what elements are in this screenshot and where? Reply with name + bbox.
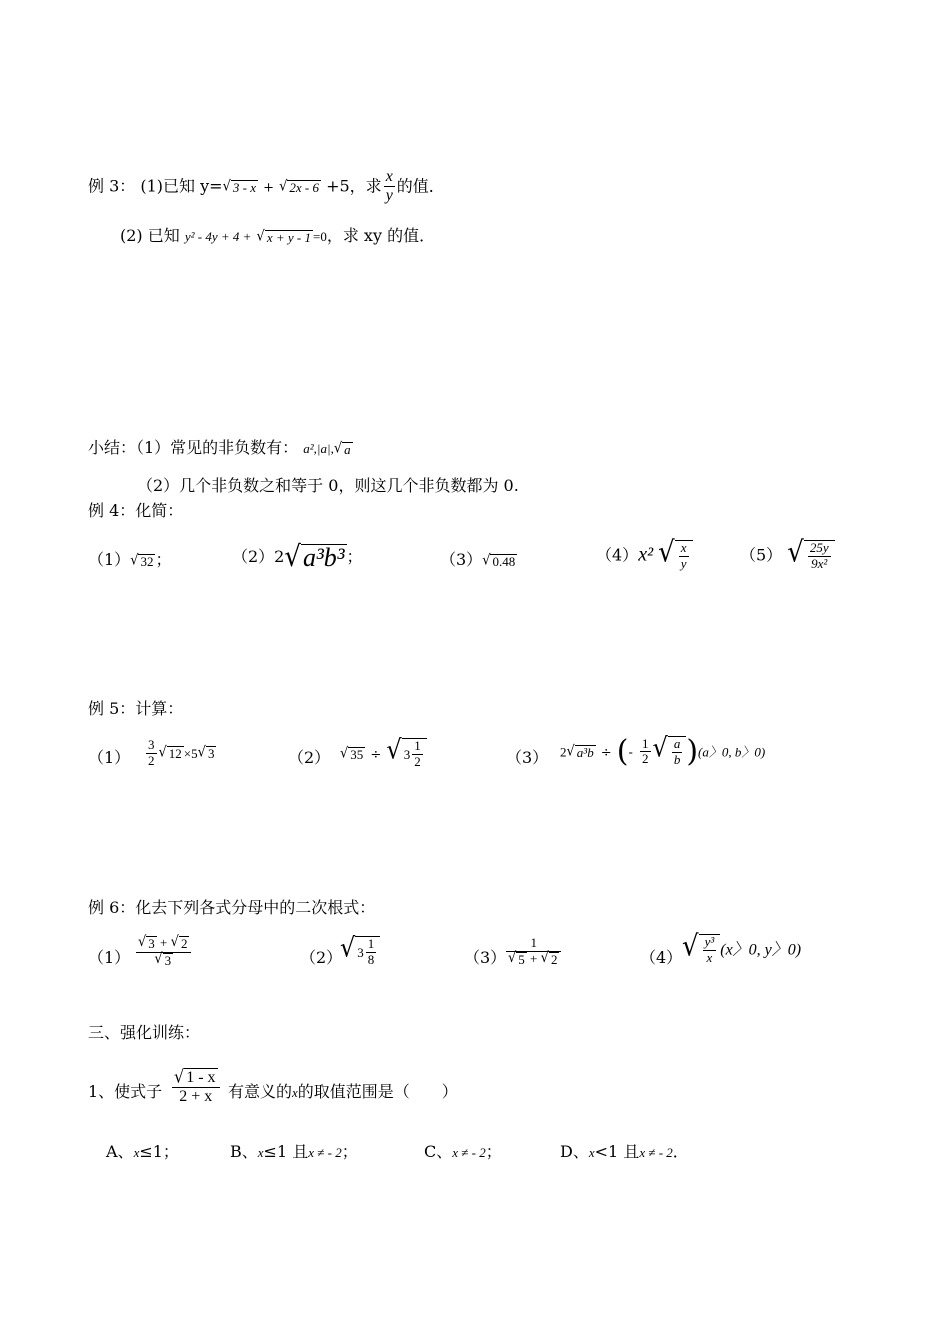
ex6-item-2-expr: √ 3 $\frac{1}{8}$ bbox=[340, 936, 380, 968]
example-3-part-2: (2) 已知 y² - 4y + 4 + √ x + y - 1 =0，求 xy 的值． bbox=[120, 226, 436, 245]
ex6-item-1-expr: √ 3 + √ 2 √ 3 bbox=[134, 936, 193, 969]
ex6-item-3: （3） bbox=[464, 948, 507, 967]
option-a[interactable]: A、x≤1； bbox=[106, 1142, 179, 1161]
ex5-item-2-expr: √ 35 ÷ √ 3 $\frac{1}{2}$ bbox=[340, 738, 427, 770]
option-b[interactable]: B、x≤1 且x ≠ - 2； bbox=[230, 1142, 358, 1161]
ex6-item-4: （4） bbox=[640, 948, 683, 967]
example-4-label: 例 4：化简： bbox=[88, 501, 184, 520]
ex4-item-4: （4）x² √ $\frac{x}{y}$ bbox=[596, 540, 693, 572]
option-c[interactable]: C、x ≠ - 2； bbox=[424, 1142, 502, 1161]
example-5-label: 例 5：计算： bbox=[88, 699, 184, 718]
summary-line-1: 小结：（1）常见的非负数有： a²,|a|, √ a bbox=[88, 438, 351, 457]
radical: √ x + y - 1 bbox=[256, 227, 311, 245]
radical: √ 3 - x bbox=[222, 178, 256, 195]
radical: √ 2x - 6 bbox=[279, 178, 319, 195]
example-3-label: 例 3： bbox=[88, 176, 136, 196]
example-6-items bbox=[88, 930, 848, 984]
ex4-item-5: （5） √ $\frac{25y}{\text{9x²}}$ bbox=[740, 540, 835, 572]
fraction-x-over-y: $\frac{x}{y}$ bbox=[385, 168, 393, 205]
question-1: 1、使式子 √ 1 - x 2 + x 有意义的x的取值范围是（ ） bbox=[88, 1065, 458, 1106]
radical: √ a bbox=[333, 439, 351, 457]
ex5-item-2: （2） bbox=[288, 748, 331, 767]
ex5-item-1: （1） bbox=[88, 748, 131, 767]
question-1-options bbox=[106, 1144, 806, 1164]
section-3-heading: 三、强化训练： bbox=[88, 1023, 201, 1042]
ex6-item-2: （2） bbox=[300, 948, 343, 967]
ex5-item-3-expr: 2 √ a³b ÷ (- $\frac{1}{2}$ √ $\frac{a}{b}$ )(a〉0, b〉0) bbox=[560, 732, 766, 769]
ex4-item-1: （1） √ 32 ； bbox=[88, 550, 172, 569]
q1-fraction: √ 1 - x 2 + x bbox=[170, 1068, 222, 1107]
ex4-item-3: （3） √ 0.48 bbox=[440, 550, 516, 569]
summary-line-2: （2）几个非负数之和等于 0，则这几个非负数都为 0. bbox=[137, 476, 519, 495]
option-d[interactable]: D、x<1 且x ≠ - 2． bbox=[560, 1142, 689, 1161]
example-3-part-1: 例 3： (1)已知 y= √ 3 - x + √ 2x - 6 +5，求 $\frac{x}{y}$ 的值． bbox=[88, 168, 445, 205]
ex6-item-1: （1） bbox=[88, 948, 131, 967]
example-4-items bbox=[88, 536, 848, 584]
ex4-item-2: （2）2 √ a³b³ ； bbox=[232, 540, 363, 574]
ex6-item-3-expr: 1 √ 5 + √ 2 bbox=[504, 936, 563, 968]
ex6-item-4-expr: √ $\frac{\text{y³}}{x}$ (x〉0, y〉0) bbox=[682, 930, 802, 965]
ex5-item-1-expr: $\frac{3}{2}$ √ 12 ×5 √ 3 bbox=[148, 737, 215, 768]
example-5-items bbox=[88, 732, 848, 784]
example-6-label: 例 6：化去下列各式分母中的二次根式： bbox=[88, 898, 376, 917]
ex5-item-3: （3） bbox=[506, 748, 549, 767]
